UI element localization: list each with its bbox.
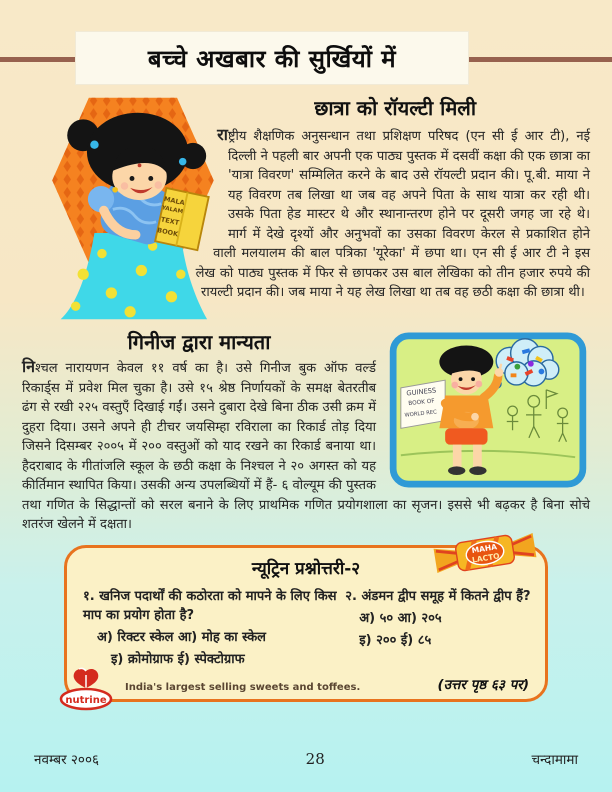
question2-options-line2: इ) २०० ई) ८५ bbox=[359, 632, 432, 648]
footer-issue-date: नवम्बर २००६ bbox=[34, 752, 99, 768]
quiz-question-1 bbox=[83, 587, 337, 669]
page-content bbox=[0, 94, 612, 706]
article2-heading: गिनीज द्वारा मान्यता bbox=[127, 330, 271, 354]
page-footer bbox=[0, 750, 612, 768]
candy-label-line1: MAHA bbox=[471, 541, 498, 555]
article2-text: श्चल नारायणन केवल ११ वर्ष का है। उसे गिनीज बुक ऑफ वर्ल्ड रिकार्ड्स में प्रवेश मिल चुका है। उसे १५ श्रेष्ठ निर्णायकों के समक्ष बेतरतीब ढंग से रखी २२५ वस्तुएँ दिखाई गईं। उसने दुबारा देखे बिना ठीक उसी क्रम में दुहरा दिया। उसने अपने ही टीचर जयसिम्हा रविराला का रिकार्ड तोड़ दिया जिसने दिसम्बर २००५ में २०० वस्तुओं को याद रखने का रिकार्ड बनाया था। हैदराबाद के गीतांजलि स्कूल के छठी कक्षा के निश्चल ने २० अगस्त को यह कीर्तिमान स्थापित किया। उसकी अन्य उपलब्धियों में हैं- ६ वोल्यूम की पुस्तक तथा गणित के सिद्धान्तों को सरल बनाने के लिए प्राथमिक गणित प्रयोगशाला का सृजन। इससे भी बढ़कर है बिना सोचे शतरंज खेलने में दक्षता। bbox=[22, 361, 590, 532]
question2-options-line1: अ) ५० आ) २०५ bbox=[359, 610, 442, 626]
article-guinness bbox=[22, 328, 590, 535]
quiz-box bbox=[64, 541, 548, 706]
article-royalty bbox=[22, 94, 590, 324]
sign-line2: BOOK OF bbox=[408, 398, 436, 408]
question1-text: १. खनिज पदार्थों की कठोरता को मापने के लिए किस माप का प्रयोग होता है? bbox=[83, 588, 337, 623]
question1-options-line1: अ) रिक्टर स्केल आ) मोह का स्केल bbox=[97, 629, 266, 645]
question2-text: २. अंडमन द्वीप समूह में कितने द्वीप हैं? bbox=[345, 588, 531, 604]
candy-label-line2: LACTO bbox=[471, 550, 501, 565]
sign-line1: GUINESS bbox=[406, 386, 437, 398]
girl-reading-illustration bbox=[46, 94, 218, 324]
quiz-title: न्यूट्रिन प्रश्नोत्तरी-२ bbox=[251, 558, 361, 579]
boy-guinness-illustration bbox=[386, 332, 590, 488]
quiz-questions bbox=[83, 587, 529, 669]
nutrine-brand-text: nutrine bbox=[65, 694, 107, 706]
footer-page-number: 28 bbox=[305, 750, 325, 768]
question1-options-line2: इ) क्रोमोग्राफ ई) स्पेक्टोग्राफ bbox=[111, 651, 245, 667]
quiz-question-2 bbox=[345, 587, 537, 669]
book-title-line2: YALAM bbox=[161, 205, 184, 216]
answer-page-note: (उत्तर पृष्ठ ६३ पर) bbox=[437, 676, 529, 693]
article1-heading: छात्रा को रॉयल्टी मिली bbox=[314, 96, 477, 120]
nutrine-logo bbox=[59, 665, 113, 711]
book-title-line3: TEXT bbox=[160, 215, 180, 228]
header-title-box bbox=[76, 32, 468, 84]
article2-lead-letter: नि bbox=[22, 357, 36, 376]
page-title: बच्चे अखबार की सुर्खियों में bbox=[147, 44, 397, 73]
book-title-line4: BOOK bbox=[156, 226, 179, 239]
page-header bbox=[0, 32, 612, 90]
article1-text: ष्ट्रीय शैक्षणिक अनुसन्धान तथा प्रशिक्षण परिषद (एन सी ई आर टी), नई दिल्ली ने पहली बार अपनी एक पाठ्य पुस्तक में दसवीं कक्षा की एक छात्रा का 'यात्रा विवरण' सम्मिलित करने के बाद उसे रॉयल्टी प्रदान की। पू.बी. माया ने यह विवरण तब लिखा था जब वह अपने पिता के साथ यात्रा कर रही थी। उसके पिता हेड मास्टर थे और स्थानान्तरण होने पर दूसरी जगह जा रहे थे। मार्ग में देखे दृश्यों और अनुभवों का उसका विवरण केरल से प्रकाशित होने वाली मलयालम की बाल पत्रिका 'यूरेका' में छपा था। एन सी ई आर टी ने इस लेख को पाठ्य पुस्तक में फिर से छापकर उस बाल लेखिका को तीन हजार रुपये की रायल्टी प्रदान की। जब माया ने यह लेख लिखा था तब वह छठी कक्षा की छात्रा थी। bbox=[195, 129, 590, 300]
article1-lead-letter: रा bbox=[217, 125, 228, 144]
book-title-line1: MALA bbox=[163, 194, 186, 208]
sign-line3: WORLD REC bbox=[404, 409, 438, 419]
footer-magazine-name: चन्दामामा bbox=[531, 752, 578, 768]
sponsor-tagline: India's largest selling sweets and toffees. bbox=[125, 681, 361, 693]
